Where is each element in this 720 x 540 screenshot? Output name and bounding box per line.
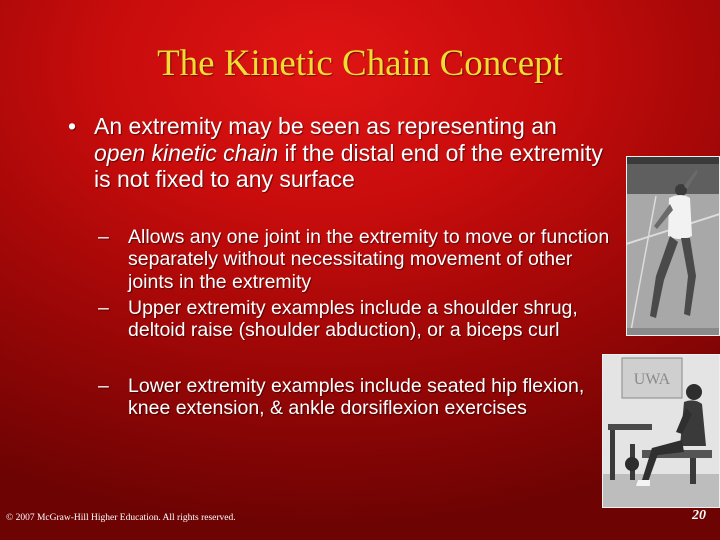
copyright-footer: © 2007 McGraw-Hill Higher Education. All rights reserved.: [6, 513, 236, 523]
main-bullet-emphasis: open kinetic chain: [94, 139, 279, 166]
bullet-marker: •: [68, 113, 77, 139]
photo-tennis-throw: [626, 156, 720, 336]
main-bullet-text-after: if the distal end of the extremity is not fixed to any surface: [94, 139, 603, 192]
sub-bullet-text: Lower extremity examples include seated hip flexion, knee extension, & ankle dorsiflexion exercises: [128, 375, 585, 420]
svg-text:UWA: UWA: [633, 371, 671, 388]
sub-bullet-marker: –: [98, 375, 109, 397]
photo-leg-exercise-image: [602, 354, 720, 508]
sub-bullet: [98, 375, 618, 420]
main-bullet-text-before: An extremity may be seen as representing an: [94, 113, 557, 139]
main-bullet-text: [94, 113, 614, 193]
sub-bullet-marker: –: [98, 226, 109, 248]
sub-bullet-marker: –: [98, 297, 109, 319]
sub-bullet: [98, 297, 618, 342]
sub-bullet: [98, 226, 618, 293]
sub-bullet-text: Upper extremity examples include a shoulder shrug, deltoid raise (shoulder abduction), or a biceps curl: [128, 297, 578, 342]
slide-title: The Kinetic Chain Concept: [157, 43, 563, 84]
photo-tennis-throw-image: [626, 156, 720, 336]
sub-bullet-text: Allows any one joint in the extremity to move or function separately without necessitating movement of other joints in the extremity: [128, 226, 610, 293]
photo-leg-exercise: [602, 354, 720, 508]
page-number: 20: [692, 508, 706, 523]
